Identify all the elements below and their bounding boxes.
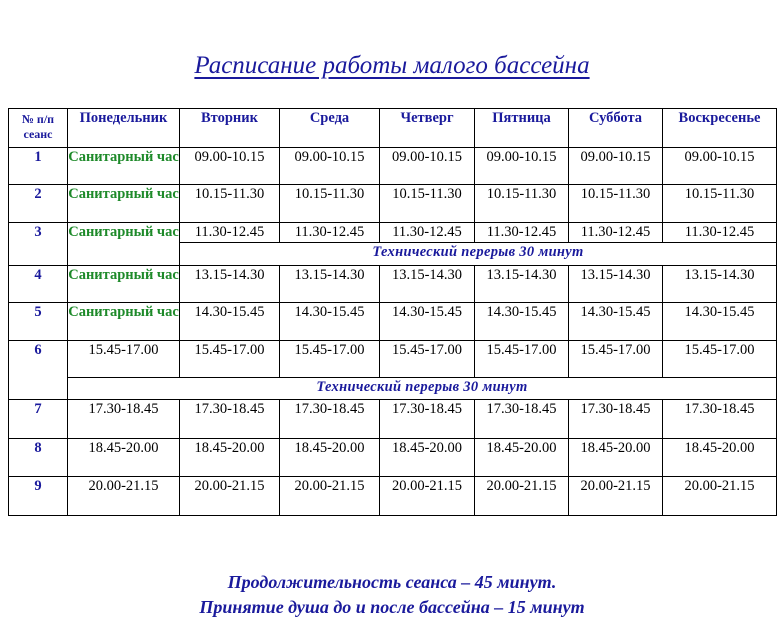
session-time-cell: 20.00-21.15: [380, 477, 475, 516]
session-time-cell: 13.15-14.30: [475, 265, 569, 303]
session-time-cell: 10.15-11.30: [280, 185, 380, 223]
session-time-cell: 09.00-10.15: [475, 147, 569, 185]
session-row: [9, 340, 777, 377]
session-time-cell: 11.30-12.45: [475, 222, 569, 242]
session-time-cell: 09.00-10.15: [180, 147, 280, 185]
session-row: [9, 303, 777, 341]
session-time-cell: 13.15-14.30: [663, 265, 777, 303]
session-time-cell: 18.45-20.00: [663, 438, 777, 477]
technical-break: Технический перерыв 30 минут: [180, 243, 777, 265]
session-time-cell: 14.30-15.45: [569, 303, 663, 341]
session-time-cell: 20.00-21.15: [569, 477, 663, 516]
session-number: 5: [9, 303, 68, 341]
session-time-cell: 15.45-17.00: [475, 340, 569, 377]
session-time-cell: 17.30-18.45: [380, 399, 475, 438]
session-time-cell: 13.15-14.30: [280, 265, 380, 303]
session-time-cell: 14.30-15.45: [663, 303, 777, 341]
session-time-cell: 17.30-18.45: [180, 399, 280, 438]
session-time-cell: 11.30-12.45: [380, 222, 475, 242]
session-row: [9, 147, 777, 185]
session-time-cell: 17.30-18.45: [569, 399, 663, 438]
sanitary-hour-cell: Санитарный час: [68, 303, 180, 341]
session-row: [9, 399, 777, 438]
session-time-cell: 15.45-17.00: [68, 340, 180, 377]
session-time-cell: 20.00-21.15: [663, 477, 777, 516]
session-time-cell: 18.45-20.00: [68, 438, 180, 477]
session-row: [9, 477, 777, 516]
session-time-cell: 20.00-21.15: [68, 477, 180, 516]
session-time-cell: 10.15-11.30: [569, 185, 663, 223]
session-number: 1: [9, 147, 68, 185]
session-time-cell: 10.15-11.30: [663, 185, 777, 223]
session-time-cell: 10.15-11.30: [475, 185, 569, 223]
schedule-table: [8, 108, 777, 516]
session-time-cell: 18.45-20.00: [180, 438, 280, 477]
session-time-cell: 09.00-10.15: [380, 147, 475, 185]
session-time-cell: 13.15-14.30: [380, 265, 475, 303]
header-session-number: № п/п сеанс: [9, 109, 68, 148]
session-number: 2: [9, 185, 68, 223]
break-row: [9, 377, 777, 399]
session-time-cell: 10.15-11.30: [380, 185, 475, 223]
session-time-cell: 13.15-14.30: [180, 265, 280, 303]
session-time-cell: 18.45-20.00: [280, 438, 380, 477]
session-time-cell: 14.30-15.45: [380, 303, 475, 341]
session-row: [9, 185, 777, 223]
sanitary-hour-cell: Санитарный час: [68, 265, 180, 303]
session-time-cell: 14.30-15.45: [280, 303, 380, 341]
session-time-cell: 20.00-21.15: [280, 477, 380, 516]
session-time-cell: 20.00-21.15: [180, 477, 280, 516]
session-number: 8: [9, 438, 68, 477]
session-time-cell: 09.00-10.15: [280, 147, 380, 185]
shower-note: Принятие душа до и после бассейна – 15 минут: [199, 597, 585, 617]
header-friday: Пятница: [475, 109, 569, 148]
session-number: 6: [9, 340, 68, 399]
sanitary-hour-cell: Санитарный час: [68, 147, 180, 185]
session-time-cell: 17.30-18.45: [475, 399, 569, 438]
header-tuesday: Вторник: [180, 109, 280, 148]
session-row: [9, 438, 777, 477]
session-time-cell: 15.45-17.00: [280, 340, 380, 377]
session-time-cell: 18.45-20.00: [475, 438, 569, 477]
session-number: 3: [9, 222, 68, 265]
sanitary-hour-cell: Санитарный час: [68, 185, 180, 223]
header-row: [9, 109, 777, 148]
session-time-cell: 15.45-17.00: [380, 340, 475, 377]
header-saturday: Суббота: [569, 109, 663, 148]
page-title: Расписание работы малого бассейна: [194, 52, 590, 79]
session-time-cell: 11.30-12.45: [280, 222, 380, 242]
session-number: 9: [9, 477, 68, 516]
session-time-cell: 17.30-18.45: [663, 399, 777, 438]
session-row: [9, 265, 777, 303]
header-thursday: Четверг: [380, 109, 475, 148]
header-sunday: Воскресенье: [663, 109, 777, 148]
session-time-cell: 15.45-17.00: [663, 340, 777, 377]
session-time-cell: 18.45-20.00: [569, 438, 663, 477]
session-time-cell: 11.30-12.45: [569, 222, 663, 242]
technical-break: Технический перерыв 30 минут: [68, 377, 777, 399]
session-time-cell: 17.30-18.45: [68, 399, 180, 438]
session-row: [9, 222, 777, 242]
session-time-cell: 13.15-14.30: [569, 265, 663, 303]
session-time-cell: 15.45-17.00: [180, 340, 280, 377]
session-time-cell: 17.30-18.45: [280, 399, 380, 438]
session-number: 7: [9, 399, 68, 438]
header-wednesday: Среда: [280, 109, 380, 148]
header-monday: Понедельник: [68, 109, 180, 148]
session-time-cell: 10.15-11.30: [180, 185, 280, 223]
session-time-cell: 11.30-12.45: [663, 222, 777, 242]
session-time-cell: 09.00-10.15: [569, 147, 663, 185]
session-time-cell: 14.30-15.45: [475, 303, 569, 341]
session-time-cell: 15.45-17.00: [569, 340, 663, 377]
session-time-cell: 11.30-12.45: [180, 222, 280, 242]
session-time-cell: 09.00-10.15: [663, 147, 777, 185]
session-time-cell: 20.00-21.15: [475, 477, 569, 516]
session-time-cell: 14.30-15.45: [180, 303, 280, 341]
session-time-cell: 18.45-20.00: [380, 438, 475, 477]
session-number: 4: [9, 265, 68, 303]
session-duration-note: Продолжительность сеанса – 45 минут.: [227, 572, 557, 592]
sanitary-hour-cell: Санитарный час: [68, 222, 180, 265]
